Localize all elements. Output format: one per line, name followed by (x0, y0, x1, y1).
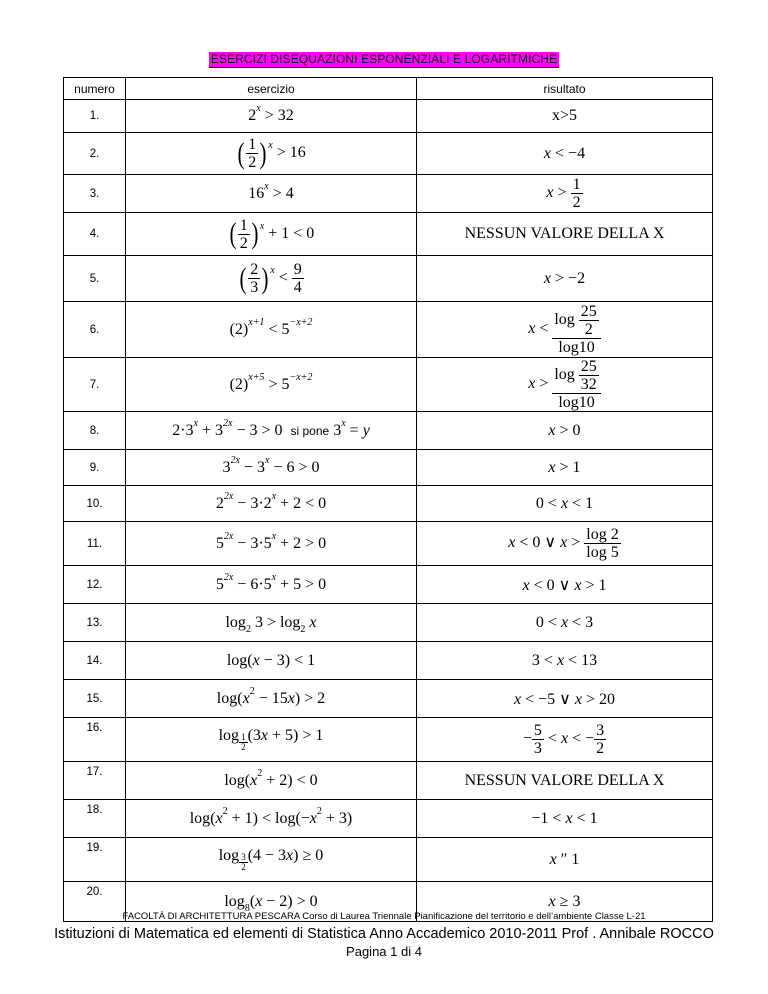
table-row (64, 175, 713, 213)
result-13: 0 < x < 3 (417, 604, 713, 642)
table-row (64, 450, 713, 486)
result-2: x < −4 (417, 133, 713, 175)
row-number: 1. (64, 100, 126, 133)
table-row (64, 718, 713, 762)
table-row (64, 100, 713, 133)
result-14: 3 < x < 13 (417, 642, 713, 680)
exercise-9: $3^{2x} - 3^x - 6 > 0$ (126, 450, 417, 486)
row-number: 10. (64, 486, 126, 522)
table-row (64, 358, 713, 412)
exercise-17: $\log(x^2 + 2) < 0$ (126, 762, 417, 800)
table-row (64, 762, 713, 800)
header-risultato: risultato (417, 78, 713, 100)
result-8: x > 0 (417, 412, 713, 450)
exercise-19: log $\frac{3}{2}$ (4 − 3x) ≥ 0 (126, 838, 417, 882)
result-3: x > $\frac{1}{2}$ (417, 175, 713, 213)
row-number: 2. (64, 133, 126, 175)
table-row (64, 412, 713, 450)
exercise-7: $(2)^{x+5} > 5^{-x+2}$ (126, 358, 417, 412)
table-row (64, 133, 713, 175)
exercise-6: $(2)^{x+1} < 5^{-x+2}$ (126, 302, 417, 358)
result-9: x > 1 (417, 450, 713, 486)
exercise-18: $\log(x^2 + 1) < \log(-x^2 + 3)$ (126, 800, 417, 838)
row-number: 17. (64, 762, 126, 800)
exercise-15: $\log(x^2 - 15x) > 2$ (126, 680, 417, 718)
exercise-10: $2^{2x} - 3\cdot 2^x + 2 < 0$ (126, 486, 417, 522)
row-number: 14. (64, 642, 126, 680)
table-row (64, 838, 713, 882)
result-20: x ≥ 3 (417, 882, 713, 922)
footer-faculty: FACOLTÀ DI ARCHITETTURA PESCARA Corso di Laurea Triennale Pianificazione del territorio e dell’ambiente Classe L-21 (122, 911, 646, 922)
row-number: 16. (64, 718, 126, 762)
exercise-11: $5^{2x} - 3\cdot 5^x + 2 > 0$ (126, 522, 417, 566)
substitution-note: si pone (290, 423, 330, 438)
row-number: 6. (64, 302, 126, 358)
footer-page-number: Pagina 1 di 4 (346, 944, 422, 959)
exercise-20: $\log_8(x - 2) > 0$ (126, 882, 417, 922)
header-numero: numero (64, 78, 126, 100)
table-row (64, 642, 713, 680)
exercise-5: ( $\frac{2}{3}$ ) $^x$ < $\frac{9}{4}$ (126, 256, 417, 302)
result-11: x < 0 ∨ x > $\frac{\log 2}{\log 5}$ (417, 522, 713, 566)
row-number: 9. (64, 450, 126, 486)
exercise-13: $\log_2 3 > \log_2 x$ (126, 604, 417, 642)
exercise-3: $16^x > 4$ (126, 175, 417, 213)
row-number: 4. (64, 213, 126, 256)
table-row (64, 522, 713, 566)
row-number: 13. (64, 604, 126, 642)
table-row (64, 486, 713, 522)
header-row (64, 78, 713, 100)
page-title: ESERCIZI DISEQUAZIONI ESPONENZIALI E LOGARITMICHE (210, 52, 558, 66)
row-number: 12. (64, 566, 126, 604)
result-6: x < log $\frac{25}{2}$ log10 (417, 302, 713, 358)
row-number: 11. (64, 522, 126, 566)
table-row (64, 256, 713, 302)
result-18: −1 < x < 1 (417, 800, 713, 838)
table-row (64, 680, 713, 718)
header-esercizio: esercizio (126, 78, 417, 100)
result-19: x ″ 1 (417, 838, 713, 882)
result-17: NESSUN VALORE DELLA X (417, 762, 713, 800)
row-number: 5. (64, 256, 126, 302)
exercise-8: $2\cdot 3^x + 3^{2x} - 3 > 0$ si pone $3^x = y$ (126, 412, 417, 450)
table-row (64, 213, 713, 256)
row-number: 8. (64, 412, 126, 450)
exercise-14: log(x − 3) < 1 (126, 642, 417, 680)
row-number: 18. (64, 800, 126, 838)
exercise-table (63, 77, 713, 922)
result-5: x > −2 (417, 256, 713, 302)
table-row (64, 302, 713, 358)
result-12: x < 0 ∨ x > 1 (417, 566, 713, 604)
result-16: − $\frac{5}{3}$ < x < − $\frac{3}{2}$ (417, 718, 713, 762)
row-number: 7. (64, 358, 126, 412)
result-10: 0 < x < 1 (417, 486, 713, 522)
table-row (64, 566, 713, 604)
row-number: 20. (64, 882, 126, 922)
table-row (64, 800, 713, 838)
exercise-2: ( $\frac{1}{2}$ ) $^x$ > 16 (126, 133, 417, 175)
exercise-4: ( $\frac{1}{2}$ ) $^x$ + 1 < 0 (126, 213, 417, 256)
table-row (64, 604, 713, 642)
exercise-16: log $\frac{1}{2}$ (3x + 5) > 1 (126, 718, 417, 762)
row-number: 15. (64, 680, 126, 718)
footer-course: Istituzioni di Matematica ed elementi di Statistica Anno Accademico 2010-2011 Prof . Annibale ROCCO (54, 926, 714, 942)
result-1: x>5 (417, 100, 713, 133)
result-4: NESSUN VALORE DELLA X (417, 213, 713, 256)
result-15: x < −5 ∨ x > 20 (417, 680, 713, 718)
exercise-12: $5^{2x} - 6\cdot 5^x + 5 > 0$ (126, 566, 417, 604)
row-number: 3. (64, 175, 126, 213)
result-7: x > log $\frac{25}{32}$ log10 (417, 358, 713, 412)
exercise-1: $2^x > 32$ (126, 100, 417, 133)
row-number: 19. (64, 838, 126, 882)
